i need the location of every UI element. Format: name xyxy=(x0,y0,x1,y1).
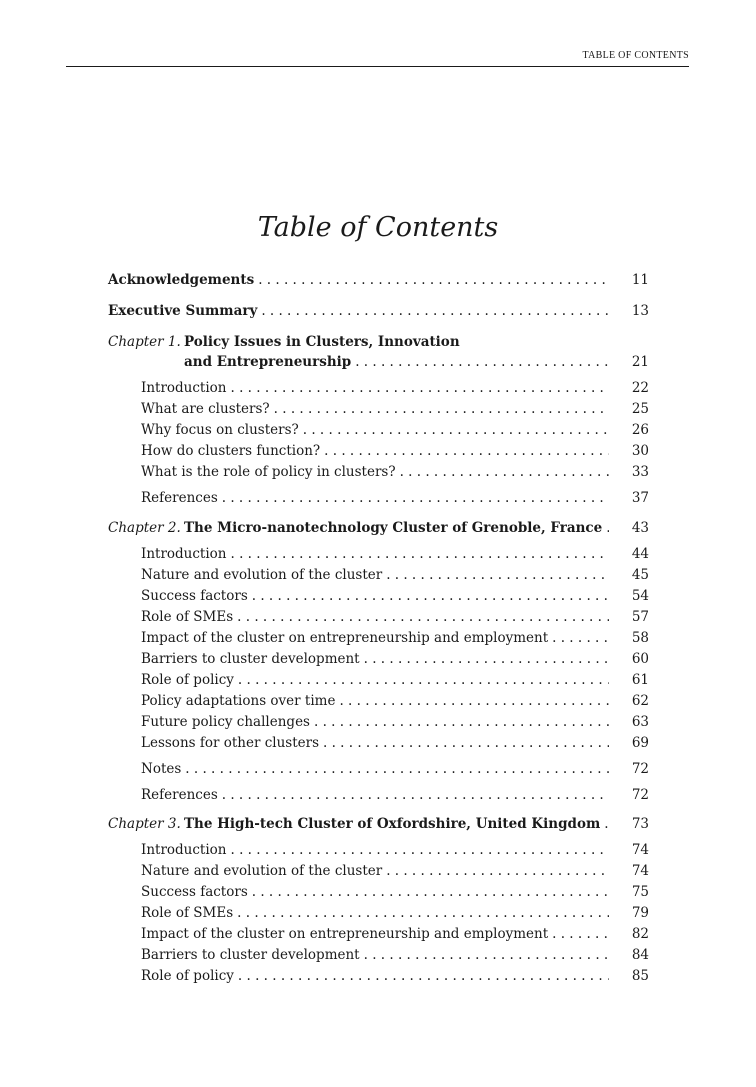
toc-entry-text: Success factors xyxy=(141,588,248,604)
chapter-title: The Micro-nanotechnology Cluster of Grenoble, France xyxy=(184,520,603,536)
toc-page-number: 60 xyxy=(631,651,649,667)
toc-page-number: 85 xyxy=(631,968,649,984)
chapter-label: Chapter 1. xyxy=(108,334,181,350)
toc-section-entry[interactable] xyxy=(141,735,649,755)
toc-page-number: 26 xyxy=(631,422,649,438)
toc-chapter-2-heading[interactable] xyxy=(108,520,649,540)
dot-leader xyxy=(604,816,609,832)
toc-section-entry[interactable] xyxy=(141,546,649,566)
chapter-title-cont: and Entrepreneurship xyxy=(184,354,352,370)
dot-leader xyxy=(400,464,609,480)
dot-leader xyxy=(386,863,609,879)
toc-entry-text: Impact of the cluster on entrepreneurship and employment xyxy=(141,630,549,646)
toc-page-number: 30 xyxy=(631,443,649,459)
toc-page-number: 54 xyxy=(631,588,649,604)
toc-entry-text: Acknowledgements xyxy=(108,272,255,288)
dot-leader xyxy=(185,761,609,777)
dot-leader xyxy=(237,609,609,625)
dot-leader xyxy=(274,401,609,417)
toc-entry-text: Lessons for other clusters xyxy=(141,735,319,751)
toc-section-entry[interactable] xyxy=(141,401,649,421)
dot-leader xyxy=(238,968,609,984)
toc-entry-text: What are clusters? xyxy=(141,401,270,417)
toc-entry-text: Nature and evolution of the cluster xyxy=(141,863,383,879)
toc-entry-text: Role of SMEs xyxy=(141,609,234,625)
chapter-title: The High-tech Cluster of Oxfordshire, United Kingdom xyxy=(184,816,601,832)
toc-page-number: 84 xyxy=(631,947,649,963)
toc-page-number: 72 xyxy=(631,761,649,777)
dot-leader xyxy=(324,443,609,459)
toc-page-number: 33 xyxy=(631,464,649,480)
toc-section-entry[interactable] xyxy=(141,380,649,400)
toc-page-number: 82 xyxy=(631,926,649,942)
dot-leader xyxy=(552,630,609,646)
toc-section-entry[interactable] xyxy=(141,630,649,650)
toc-page-number: 61 xyxy=(631,672,649,688)
dot-leader xyxy=(606,520,609,536)
dot-leader xyxy=(231,380,610,396)
toc-entry-text: References xyxy=(141,490,218,506)
toc-page-number: 73 xyxy=(631,816,649,832)
dot-leader xyxy=(252,588,609,604)
toc-section-entry[interactable] xyxy=(141,863,649,883)
dot-leader xyxy=(222,490,609,506)
toc-section-entry[interactable] xyxy=(141,947,649,967)
toc-page-number: 74 xyxy=(631,842,649,858)
dot-leader xyxy=(364,947,609,963)
toc-section-entry[interactable] xyxy=(141,761,649,781)
toc-section-entry[interactable] xyxy=(141,926,649,946)
dot-leader xyxy=(552,926,609,942)
dot-leader xyxy=(238,672,609,688)
toc-page-number: 63 xyxy=(631,714,649,730)
dot-leader xyxy=(231,546,610,562)
toc-section-entry[interactable] xyxy=(141,609,649,629)
running-head: TABLE OF CONTENTS xyxy=(582,50,689,61)
toc-entry-text: Barriers to cluster development xyxy=(141,947,360,963)
toc-entry-text: References xyxy=(141,787,218,803)
toc-section-entry[interactable] xyxy=(141,588,649,608)
toc-chapter-1-heading[interactable] xyxy=(108,334,649,354)
toc-section-entry[interactable] xyxy=(141,714,649,734)
dot-leader xyxy=(222,787,609,803)
toc-section-entry[interactable] xyxy=(141,567,649,587)
toc-entry-text: Barriers to cluster development xyxy=(141,651,360,667)
dot-leader xyxy=(252,884,609,900)
toc-page-number: 13 xyxy=(631,303,649,319)
toc-entry-text: What is the role of policy in clusters? xyxy=(141,464,396,480)
toc-entry-text: Success factors xyxy=(141,884,248,900)
toc-entry-executive-summary[interactable] xyxy=(108,303,649,323)
toc-section-entry[interactable] xyxy=(141,693,649,713)
toc-page-number: 75 xyxy=(631,884,649,900)
chapter-title: Policy Issues in Clusters, Innovation xyxy=(184,334,460,350)
toc-page-number: 25 xyxy=(631,401,649,417)
toc-entry-text: Nature and evolution of the cluster xyxy=(141,567,383,583)
dot-leader xyxy=(339,693,609,709)
toc-entry-text: Role of SMEs xyxy=(141,905,234,921)
toc-entry-text: Policy adaptations over time xyxy=(141,693,336,709)
dot-leader xyxy=(237,905,609,921)
toc-section-entry[interactable] xyxy=(141,422,649,442)
toc-page-number: 37 xyxy=(631,490,649,506)
toc-page-number: 72 xyxy=(631,787,649,803)
toc-entry-text: Executive Summary xyxy=(108,303,258,319)
toc-section-entry[interactable] xyxy=(141,672,649,692)
chapter-label: Chapter 3. xyxy=(108,816,181,832)
toc-entry-acknowledgements[interactable] xyxy=(108,272,649,292)
dot-leader xyxy=(258,272,609,288)
toc-section-entry[interactable] xyxy=(141,490,649,510)
dot-leader xyxy=(364,651,609,667)
toc-entry-text: Introduction xyxy=(141,842,227,858)
toc-page-number: 57 xyxy=(631,609,649,625)
toc-entry-text: Future policy challenges xyxy=(141,714,310,730)
dot-leader xyxy=(355,354,609,370)
toc-section-entry[interactable] xyxy=(141,968,649,988)
toc-entry-text: How do clusters function? xyxy=(141,443,321,459)
toc-page-number: 44 xyxy=(631,546,649,562)
toc-page-number: 69 xyxy=(631,735,649,751)
toc-entry-text: Notes xyxy=(141,761,182,777)
dot-leader xyxy=(231,842,610,858)
toc-section-entry[interactable] xyxy=(141,464,649,484)
toc-page-number: 45 xyxy=(631,567,649,583)
toc-section-entry[interactable] xyxy=(141,651,649,671)
toc-page-number: 21 xyxy=(631,354,649,370)
page-title: Table of Contents xyxy=(257,212,499,243)
toc-entry-text: Impact of the cluster on entrepreneurship and employment xyxy=(141,926,549,942)
toc-entry-text: Introduction xyxy=(141,380,227,396)
toc-entry-text: Introduction xyxy=(141,546,227,562)
toc-entry-text: Role of policy xyxy=(141,672,234,688)
dot-leader xyxy=(303,422,609,438)
toc-page-number: 11 xyxy=(631,272,649,288)
toc-chapter-3-heading[interactable] xyxy=(108,816,649,836)
header-rule xyxy=(66,66,689,67)
dot-leader xyxy=(261,303,609,319)
chapter-label: Chapter 2. xyxy=(108,520,181,536)
toc-page-number: 58 xyxy=(631,630,649,646)
toc-page-number: 79 xyxy=(631,905,649,921)
toc-entry-text: Why focus on clusters? xyxy=(141,422,299,438)
toc-page-number: 22 xyxy=(631,380,649,396)
dot-leader xyxy=(323,735,609,751)
toc-section-entry[interactable] xyxy=(141,443,649,463)
toc-page-number: 74 xyxy=(631,863,649,879)
dot-leader xyxy=(314,714,609,730)
toc-chapter-1-heading-cont[interactable] xyxy=(184,354,649,374)
toc-page-number: 62 xyxy=(631,693,649,709)
toc-section-entry[interactable] xyxy=(141,842,649,862)
toc-section-entry[interactable] xyxy=(141,905,649,925)
dot-leader xyxy=(386,567,609,583)
toc-section-entry[interactable] xyxy=(141,787,649,807)
toc-page-number: 43 xyxy=(631,520,649,536)
toc-section-entry[interactable] xyxy=(141,884,649,904)
toc-entry-text: Role of policy xyxy=(141,968,234,984)
